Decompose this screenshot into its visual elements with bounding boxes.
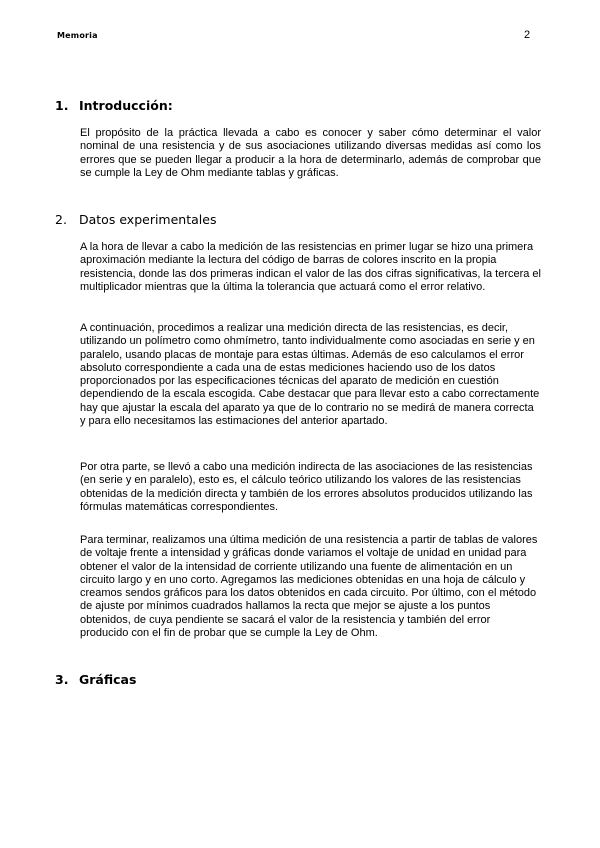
- paragraph-ley-de-ohm: Para terminar, realizamos una última medición de una resistencia a partir de tablas de valores de voltaje frente a intensidad y gráficas donde variamos el voltaje de unidad en unidad para obtener el valor de la intensidad de corriente utilizando una fuente de alimentación en un circuito largo y en uno corto. Agregamos las mediciones obtenidas en una hoja de cálculo y creamos sendos gráficos para los datos obtenidos en cada circuito. Por último, con el método de ajuste por mínimos cuadrados hallamos la recta que mejor se ajuste a los puntos obtenidos, de cuya pendiente se sacará el valor de la resistencia y también del error producido con el fin de probar que se cumple la Ley de Ohm.: [80, 534, 538, 640]
- section-heading-introduccion: [55, 98, 173, 113]
- section-number: 1.: [55, 98, 69, 113]
- running-header-title: Memoria: [57, 31, 98, 40]
- paragraph-introduccion: El propósito de la práctica llevada a cabo es conocer y saber cómo determinar el valor nominal de una resistencia y de sus asociaciones utilizando diversas medidas así como los errores que se pueden llegar a producir a la hora de determinarlo, además de comprobar que se cumple la Ley de Ohm mediante tablas y gráficas.: [80, 127, 541, 179]
- section-heading-graficas: [55, 672, 136, 687]
- section-title: Gráficas: [79, 672, 137, 687]
- section-number: 2.: [55, 212, 67, 227]
- section-number: 3.: [55, 672, 69, 687]
- section-title: Datos experimentales: [79, 212, 217, 227]
- paragraph-medicion-indirecta: Por otra parte, se llevó a cabo una medición indirecta de las asociaciones de las resistencias (en serie y en paralelo), esto es, el cálculo teórico utilizando los valores de las resistencias obtenidas de la medición directa y también de los errores absolutos producidos utilizando las fórmulas matemáticas correspondientes.: [80, 461, 533, 513]
- paragraph-medicion-directa: A continuación, procedimos a realizar una medición directa de las resistencias, es decir, utilizando un polímetro como ohmímetro, tanto individualmente como asociadas en serie y en paralelo, usando placas de montaje para estas últimas. Además de eso calculamos el error absoluto correspondiente a cada una de estas mediciones haciendo uso de los datos proporcionados por las especificaciones técnicas del aparato de medición en cuestión dependiendo de la escala escogida. Cabe destacar que para llevar esto a cabo correctamente hay que ajustar la escala del aparato ya que de lo contrario no se medirá de manera correcta y para ello necesitamos las estimaciones del anterior apartado.: [80, 322, 540, 428]
- section-title: Introducción:: [79, 98, 173, 113]
- section-heading-datos-experimentales: [55, 212, 216, 227]
- page-number: 2: [524, 29, 531, 41]
- paragraph-codigo-colores: A la hora de llevar a cabo la medición de las resistencias en primer lugar se hizo una primera aproximación mediante la lectura del código de barras de colores inscrito en la propia resistencia, donde las dos primeras indican el valor de las dos cifras significativas, la tercera el multiplicador mientras que la última la tolerancia que actuará como el error relativo.: [80, 241, 541, 293]
